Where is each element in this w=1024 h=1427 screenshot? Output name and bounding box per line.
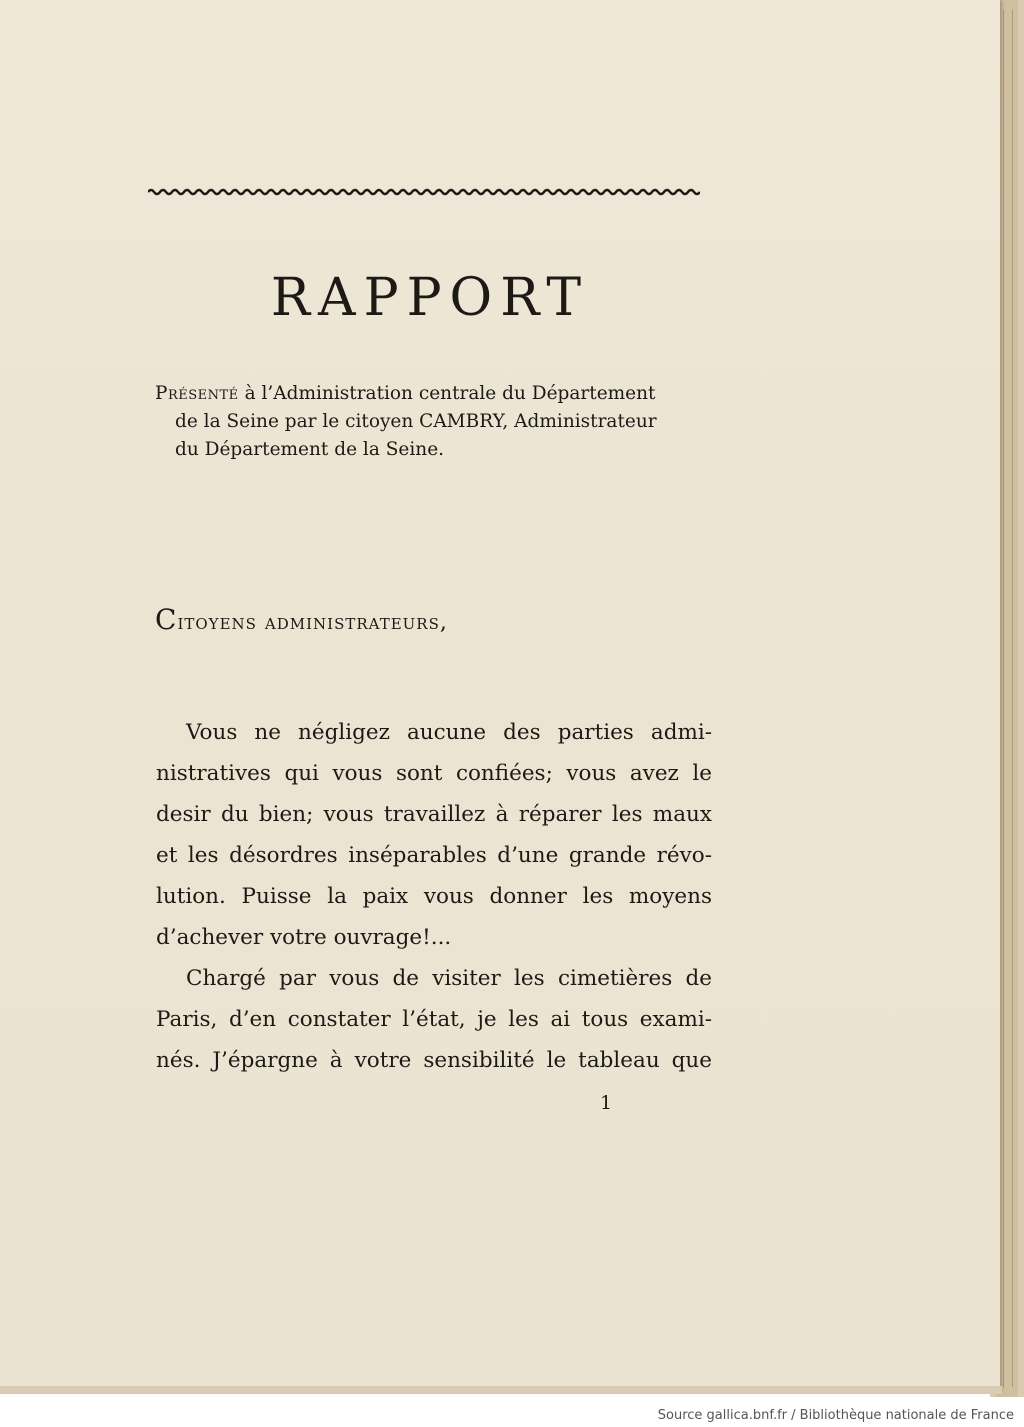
body-text [156, 712, 712, 1081]
body-line: Chargé par vous de visiter les cimetières de [186, 966, 712, 991]
subtitle-line-1-rest: à l’Administration centrale du Département [244, 383, 656, 404]
body-line: Paris, d’en constater l’état, je les ai tous exami- [156, 1007, 712, 1032]
salutation [155, 603, 448, 636]
page-title: RAPPORT [270, 268, 590, 328]
sheet-bottom-edge [0, 1386, 1002, 1394]
subtitle-lead: Présenté [155, 383, 239, 404]
salutation-rest: itoyens administrateurs, [177, 610, 448, 635]
body-line: Vous ne négligez aucune des parties admi- [186, 720, 712, 745]
salutation-initial: C [155, 603, 178, 636]
page-edge-line [1012, 10, 1013, 1387]
source-credit: Source gallica.bnf.fr / Bibliothèque nationale de France [657, 1408, 1014, 1423]
subtitle-line-2: de la Seine par le citoyen CAMBRY, Administrateur [175, 411, 657, 432]
report-subtitle [155, 380, 715, 464]
page-edge-line [1003, 10, 1004, 1387]
body-line: nés. J’épargne à votre sensibilité le tableau que [156, 1048, 712, 1073]
body-line: lution. Puisse la paix vous donner les moyens [156, 884, 712, 909]
body-line: et les désordres inséparables d’une grande révo- [156, 843, 712, 868]
body-line: d’achever votre ouvrage!... [156, 925, 452, 950]
subtitle-line-3: du Département de la Seine. [175, 439, 445, 460]
subtitle-line-1 [155, 380, 715, 408]
page-number: 1 [600, 1092, 613, 1114]
body-line: desir du bien; vous travaillez à réparer les maux [156, 802, 712, 827]
decorative-rule-ornament [148, 187, 700, 197]
body-line: nistratives qui vous sont confiées; vous avez le [156, 761, 712, 786]
